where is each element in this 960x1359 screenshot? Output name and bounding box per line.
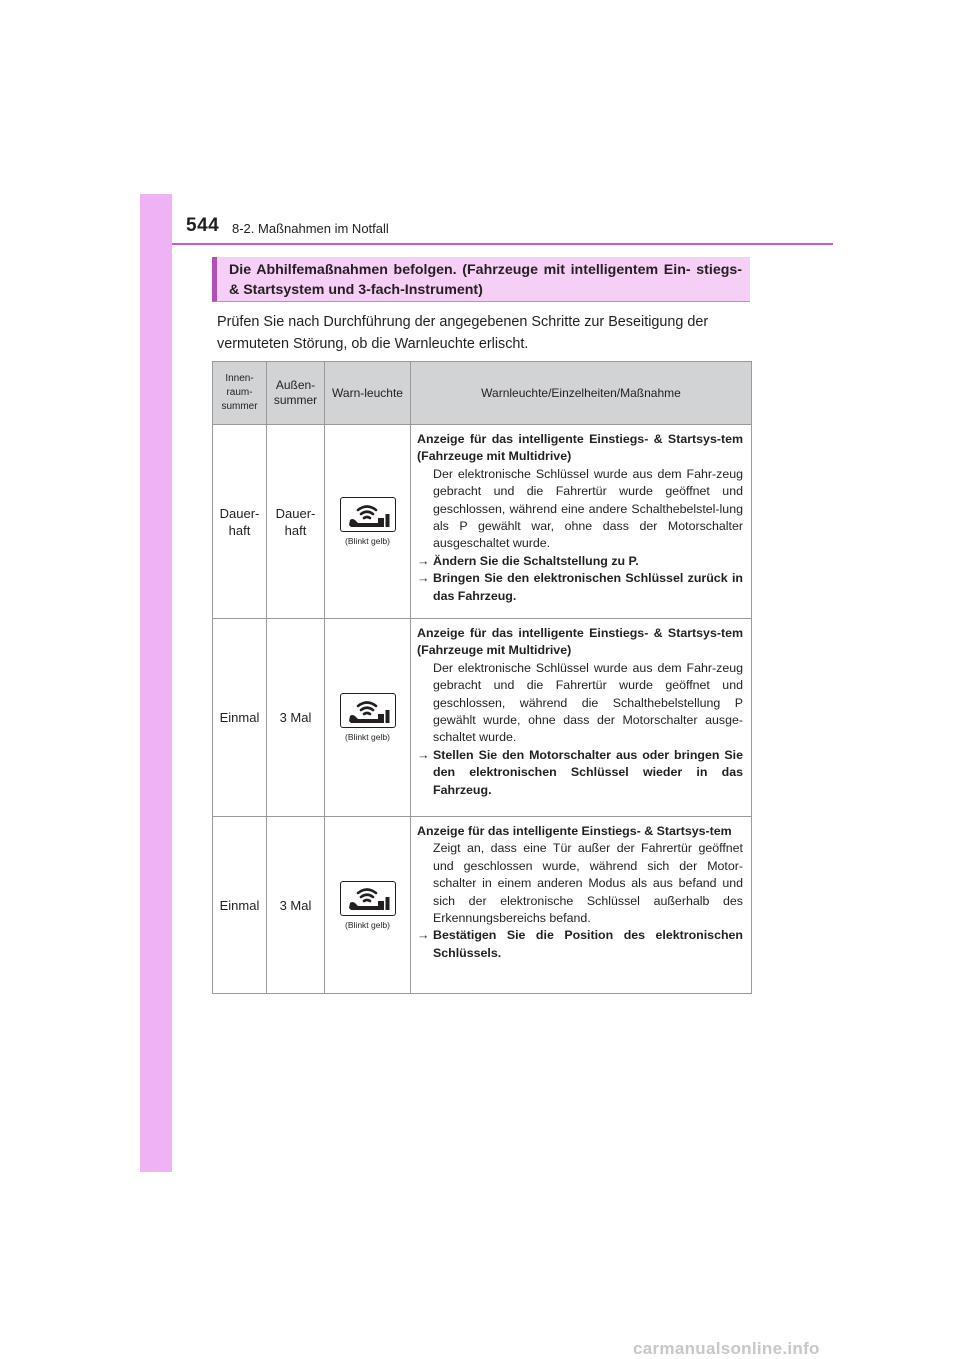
outer-buzzer-cell: 3 Mal <box>267 619 325 817</box>
action-item <box>417 927 743 962</box>
header-inner-buzzer: Innen-raum-summer <box>213 362 267 425</box>
blink-caption: (Blinkt gelb) <box>345 536 390 546</box>
right-arrow-icon: → <box>417 553 430 568</box>
action-text: Ändern Sie die Schaltstellung zu P. <box>433 553 639 568</box>
chapter-side-tab <box>140 194 172 1172</box>
smart-key-warning-icon <box>340 693 396 728</box>
blink-caption: (Blinkt gelb) <box>345 919 390 930</box>
details-body: Zeigt an, dass eine Tür außer der Fahrertür geöffnet und geschlossen wurde, während sich der Motor-schalter in einem anderen Modus als aus befand und sich der elektronische Schlüssel außerhalb des Erkennungsbereichs befand. <box>433 841 743 926</box>
inner-buzzer-cell: Einmal <box>213 619 267 817</box>
header-warning-light: Warn-leuchte <box>325 362 411 425</box>
blink-caption: (Blinkt gelb) <box>345 732 390 742</box>
warning-light-cell <box>325 817 411 994</box>
smart-key-warning-icon <box>340 497 396 532</box>
action-text: Stellen Sie den Motorschalter aus oder bringen Sie den elektronischen Schlüssel wieder in das Fahrzeug. <box>433 747 743 797</box>
intro-paragraph: Prüfen Sie nach Durchführung der angegebenen Schritte zur Beseitigung der vermuteten Störung, ob die Warnleuchte erlischt. <box>217 314 709 352</box>
header-divider <box>172 243 833 245</box>
header-details: Warnleuchte/Einzelheiten/Maßnahme <box>411 362 752 425</box>
action-item <box>417 570 743 605</box>
right-arrow-icon: → <box>417 928 430 943</box>
action-item <box>417 747 743 799</box>
header-outer-buzzer: Außen-summer <box>267 362 325 425</box>
warning-light-cell <box>325 425 411 619</box>
page-number: 544 <box>186 215 220 236</box>
right-arrow-icon: → <box>417 571 430 586</box>
details-title: Anzeige für das intelligente Einstiegs- & Startsys-tem (Fahrzeuge mit Multidrive) <box>417 432 743 464</box>
section-title: 8-2. Maßnahmen im Notfall <box>232 221 389 236</box>
smart-key-warning-icon <box>340 881 396 916</box>
callout-box <box>212 257 750 302</box>
details-cell <box>411 619 752 817</box>
table-header-row <box>213 362 752 425</box>
outer-buzzer-cell: 3 Mal <box>267 817 325 994</box>
table-row <box>213 817 752 994</box>
table-row <box>213 619 752 817</box>
warning-light-cell <box>325 619 411 817</box>
details-body: Der elektronische Schlüssel wurde aus dem Fahr-zeug gebracht und die Fahrertür wurde geöffnet und geschlossen, während eine andere Schalthebelstel-lung als P gewählt war, ohne dass der Motorschalter ausgeschaltet wurde. <box>433 466 743 551</box>
inner-buzzer-cell: Einmal <box>213 817 267 994</box>
inner-buzzer-cell: Dauer-haft <box>213 425 267 619</box>
outer-buzzer-cell: Dauer-haft <box>267 425 325 619</box>
details-cell <box>411 425 752 619</box>
details-title: Anzeige für das intelligente Einstiegs- & Startsys-tem <box>417 824 732 838</box>
action-text: Bestätigen Sie die Position des elektronischen Schlüssels. <box>433 928 743 960</box>
table-row <box>213 425 752 619</box>
details-title: Anzeige für das intelligente Einstiegs- & Startsys-tem (Fahrzeuge mit Multidrive) <box>417 626 743 658</box>
action-text: Bringen Sie den elektronischen Schlüssel zurück in das Fahrzeug. <box>433 571 743 603</box>
warning-table <box>212 361 752 994</box>
details-cell <box>411 817 752 994</box>
callout-text: Die Abhilfemaßnahmen befolgen. (Fahrzeuge mit intelligentem Ein- stiegs- & Startsystem und 3-fach-Instrument) <box>229 262 742 298</box>
action-item <box>417 553 743 570</box>
details-body: Der elektronische Schlüssel wurde aus dem Fahr-zeug gebracht und die Fahrertür wurde geöffnet und geschlossen, während die Schalthebelstellung P gewählt wurde, ohne dass der Motorschalter ausge-schaltet wurde. <box>433 660 743 745</box>
right-arrow-icon: → <box>417 747 430 762</box>
watermark[interactable]: carmanualsonline.info <box>633 1339 820 1358</box>
